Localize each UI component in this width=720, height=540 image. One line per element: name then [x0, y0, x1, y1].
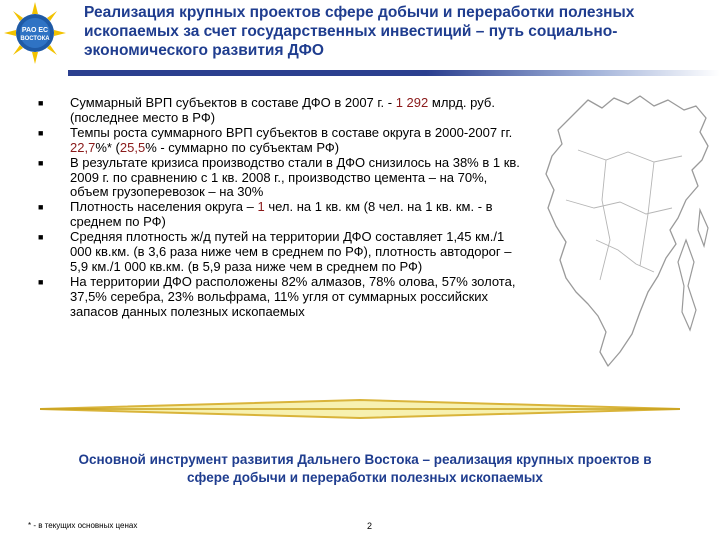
- bullet-item: [38, 156, 524, 201]
- bullet-text: Суммарный ВРП субъектов в составе ДФО в 2007 г. -: [70, 95, 396, 110]
- square-bullet-icon: ■: [38, 157, 44, 168]
- bullet-text: % - суммарно по субъектам РФ): [145, 139, 340, 155]
- bullet-text: Темпы роста суммарного ВРП субъектов в составе округа в 2000-2007 гг.: [70, 124, 513, 140]
- square-bullet-icon: ■: [38, 276, 44, 287]
- highlighted-value: 1 292: [395, 95, 429, 110]
- bullet-text: Средняя плотность ж/д путей на территории ДФО составляет 1,45 км./1 000 кв.км. (в 3,6 раза ниже чем в среднем по РФ), плотность автодорог – 5,9 км./1 000 кв.км. (в 5,9 раза ниже чем в среднем по РФ): [70, 229, 512, 274]
- bullet-list: [38, 96, 524, 320]
- bullet-text: На территории ДФО расположены 82% алмазов, 78% олова, 57% золота, 37,5% серебра, 23% вольфрама, 11% угля от суммарных российских запасов данных полезных ископаемых: [70, 273, 516, 319]
- bullet-item: [38, 230, 524, 275]
- bullet-item: [38, 126, 524, 156]
- highlighted-value: 22,7: [70, 139, 96, 155]
- page-number: 2: [367, 521, 373, 531]
- title-divider: [68, 70, 720, 76]
- section-divider: [40, 398, 680, 420]
- svg-text:РАО ЕС: РАО ЕС: [21, 27, 49, 34]
- square-bullet-icon: ■: [38, 232, 44, 243]
- bullet-text: В результате кризиса производство стали в ДФО снизилось на 38% в 1 кв. 2009 г. по сравнению с 1 кв. 2008 г., производство цемента – на 70%, объем грузоперевозок – на 30%: [70, 154, 520, 200]
- bullet-text: чел. на 1 кв. км (8 чел. на 1 кв. км. - в среднем по РФ): [70, 199, 493, 230]
- bullet-text: Плотность населения округа –: [70, 199, 258, 215]
- square-bullet-icon: ■: [38, 98, 44, 108]
- bullet-text: %* (: [95, 139, 120, 155]
- square-bullet-icon: ■: [38, 202, 44, 213]
- bullet-item: [38, 275, 524, 320]
- bullet-item: [38, 96, 524, 126]
- conclusion-text: Основной инструмент развития Дальнего Востока – реализация крупных проектов в сфере добычи и переработки полезных ископаемых: [78, 452, 652, 485]
- svg-text:ВОСТОКА: ВОСТОКА: [20, 36, 50, 42]
- bullet-text: млрд. руб. (последнее место в РФ): [70, 95, 495, 125]
- company-logo: [4, 2, 66, 64]
- square-bullet-icon: ■: [38, 127, 44, 138]
- bullet-item: [38, 200, 524, 230]
- highlighted-value: 1: [257, 199, 265, 215]
- page-title: Реализация крупных проектов сфере добычи и переработки полезных ископаемых за счет государственных инвестиций – путь социально-экономического развития ДФО: [84, 4, 635, 59]
- footnote: * - в текущих основных ценах: [28, 521, 138, 530]
- far-east-map-icon: [536, 90, 716, 380]
- highlighted-value: 25,5: [119, 139, 146, 155]
